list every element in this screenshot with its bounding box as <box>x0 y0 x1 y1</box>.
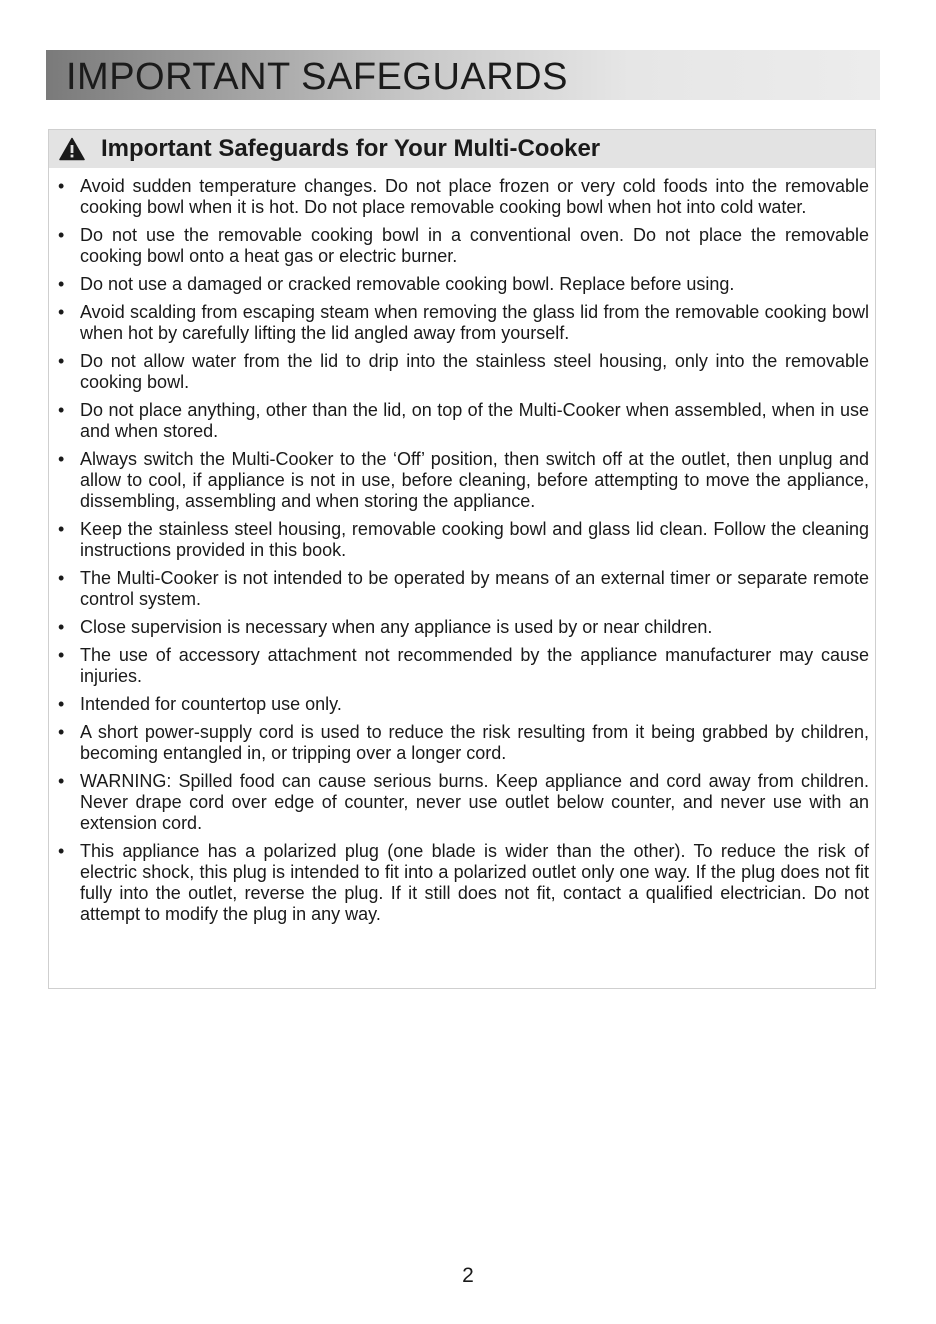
list-item-text: Do not use the removable cooking bowl in a conventional oven. Do not place the removable cooking bowl onto a heat gas or electric burner. <box>80 225 869 266</box>
bullet: • <box>58 694 65 714</box>
bullet: • <box>58 449 65 469</box>
page-title: IMPORTANT SAFEGUARDS <box>66 56 568 98</box>
bullet: • <box>58 771 65 791</box>
warning-triangle-icon <box>59 137 85 161</box>
bullet: • <box>58 351 65 371</box>
list-item <box>49 771 877 834</box>
list-item <box>49 694 877 715</box>
list-item <box>49 302 877 344</box>
list-item-text: Avoid scalding from escaping steam when removing the glass lid from the removable cooking bowl when hot by carefully lifting the lid angled away from yourself. <box>80 302 869 343</box>
list-item <box>49 841 877 925</box>
list-item <box>49 274 877 295</box>
list-item <box>49 722 877 764</box>
section-header-bar <box>46 50 880 100</box>
bullet: • <box>58 722 65 742</box>
bullet: • <box>58 617 65 637</box>
list-item-text: Always switch the Multi-Cooker to the ‘Off’ position, then switch off at the outlet, then unplug and allow to cool, if appliance is not in use, before cleaning, before attempting to move the appliance, dissembling, assembling and when storing the appliance. <box>80 449 869 511</box>
list-item <box>49 351 877 393</box>
list-item-text: A short power-supply cord is used to reduce the risk resulting from it being grabbed by children, becoming entangled in, or tripping over a longer cord. <box>80 722 869 763</box>
bullet: • <box>58 176 65 196</box>
safeguards-box-header <box>49 130 875 168</box>
bullet: • <box>58 519 65 539</box>
list-item-text: Do not allow water from the lid to drip into the stainless steel housing, only into the removable cooking bowl. <box>80 351 869 392</box>
list-item <box>49 400 877 442</box>
list-item-text: Do not place anything, other than the lid, on top of the Multi-Cooker when assembled, when in use and when stored. <box>80 400 869 441</box>
list-item-text: Do not use a damaged or cracked removable cooking bowl. Replace before using. <box>80 274 735 294</box>
list-item <box>49 225 877 267</box>
bullet: • <box>58 274 65 294</box>
list-item <box>49 449 877 512</box>
bullet: • <box>58 400 65 420</box>
list-item-text: Close supervision is necessary when any appliance is used by or near children. <box>80 617 713 637</box>
list-item-text: Keep the stainless steel housing, removable cooking bowl and glass lid clean. Follow the cleaning instructions provided in this book. <box>80 519 869 560</box>
list-item <box>49 645 877 687</box>
bullet: • <box>58 841 65 861</box>
bullet: • <box>58 225 65 245</box>
list-item-text: WARNING: Spilled food can cause serious burns. Keep appliance and cord away from children. Never drape cord over edge of counter, never use outlet below counter, and never use with an extension cord. <box>80 771 869 833</box>
list-item-text: Intended for countertop use only. <box>80 694 342 714</box>
list-item-text: This appliance has a polarized plug (one blade is wider than the other). To reduce the risk of electric shock, this plug is intended to fit into a polarized outlet only one way. If the plug does not fit fully into the outlet, reverse the plug. If it still does not fit, contact a qualified electrician. Do not attempt to modify the plug in any way. <box>80 841 869 924</box>
list-item <box>49 176 877 218</box>
bullet: • <box>58 302 65 322</box>
list-item-text: Avoid sudden temperature changes. Do not place frozen or very cold foods into the removable cooking bowl when it is hot. Do not place removable cooking bowl when hot into cold water. <box>80 176 869 217</box>
list-item-text: The use of accessory attachment not recommended by the appliance manufacturer may cause injuries. <box>80 645 869 686</box>
box-title: Important Safeguards for Your Multi-Cooker <box>101 135 601 162</box>
safeguards-box <box>48 129 876 989</box>
list-item <box>49 519 877 561</box>
list-item <box>49 568 877 610</box>
safeguards-list <box>49 176 877 932</box>
bullet: • <box>58 568 65 588</box>
list-item-text: The Multi-Cooker is not intended to be operated by means of an external timer or separate remote control system. <box>80 568 869 609</box>
page-number: 2 <box>462 1264 474 1287</box>
list-item <box>49 617 877 638</box>
bullet: • <box>58 645 65 665</box>
